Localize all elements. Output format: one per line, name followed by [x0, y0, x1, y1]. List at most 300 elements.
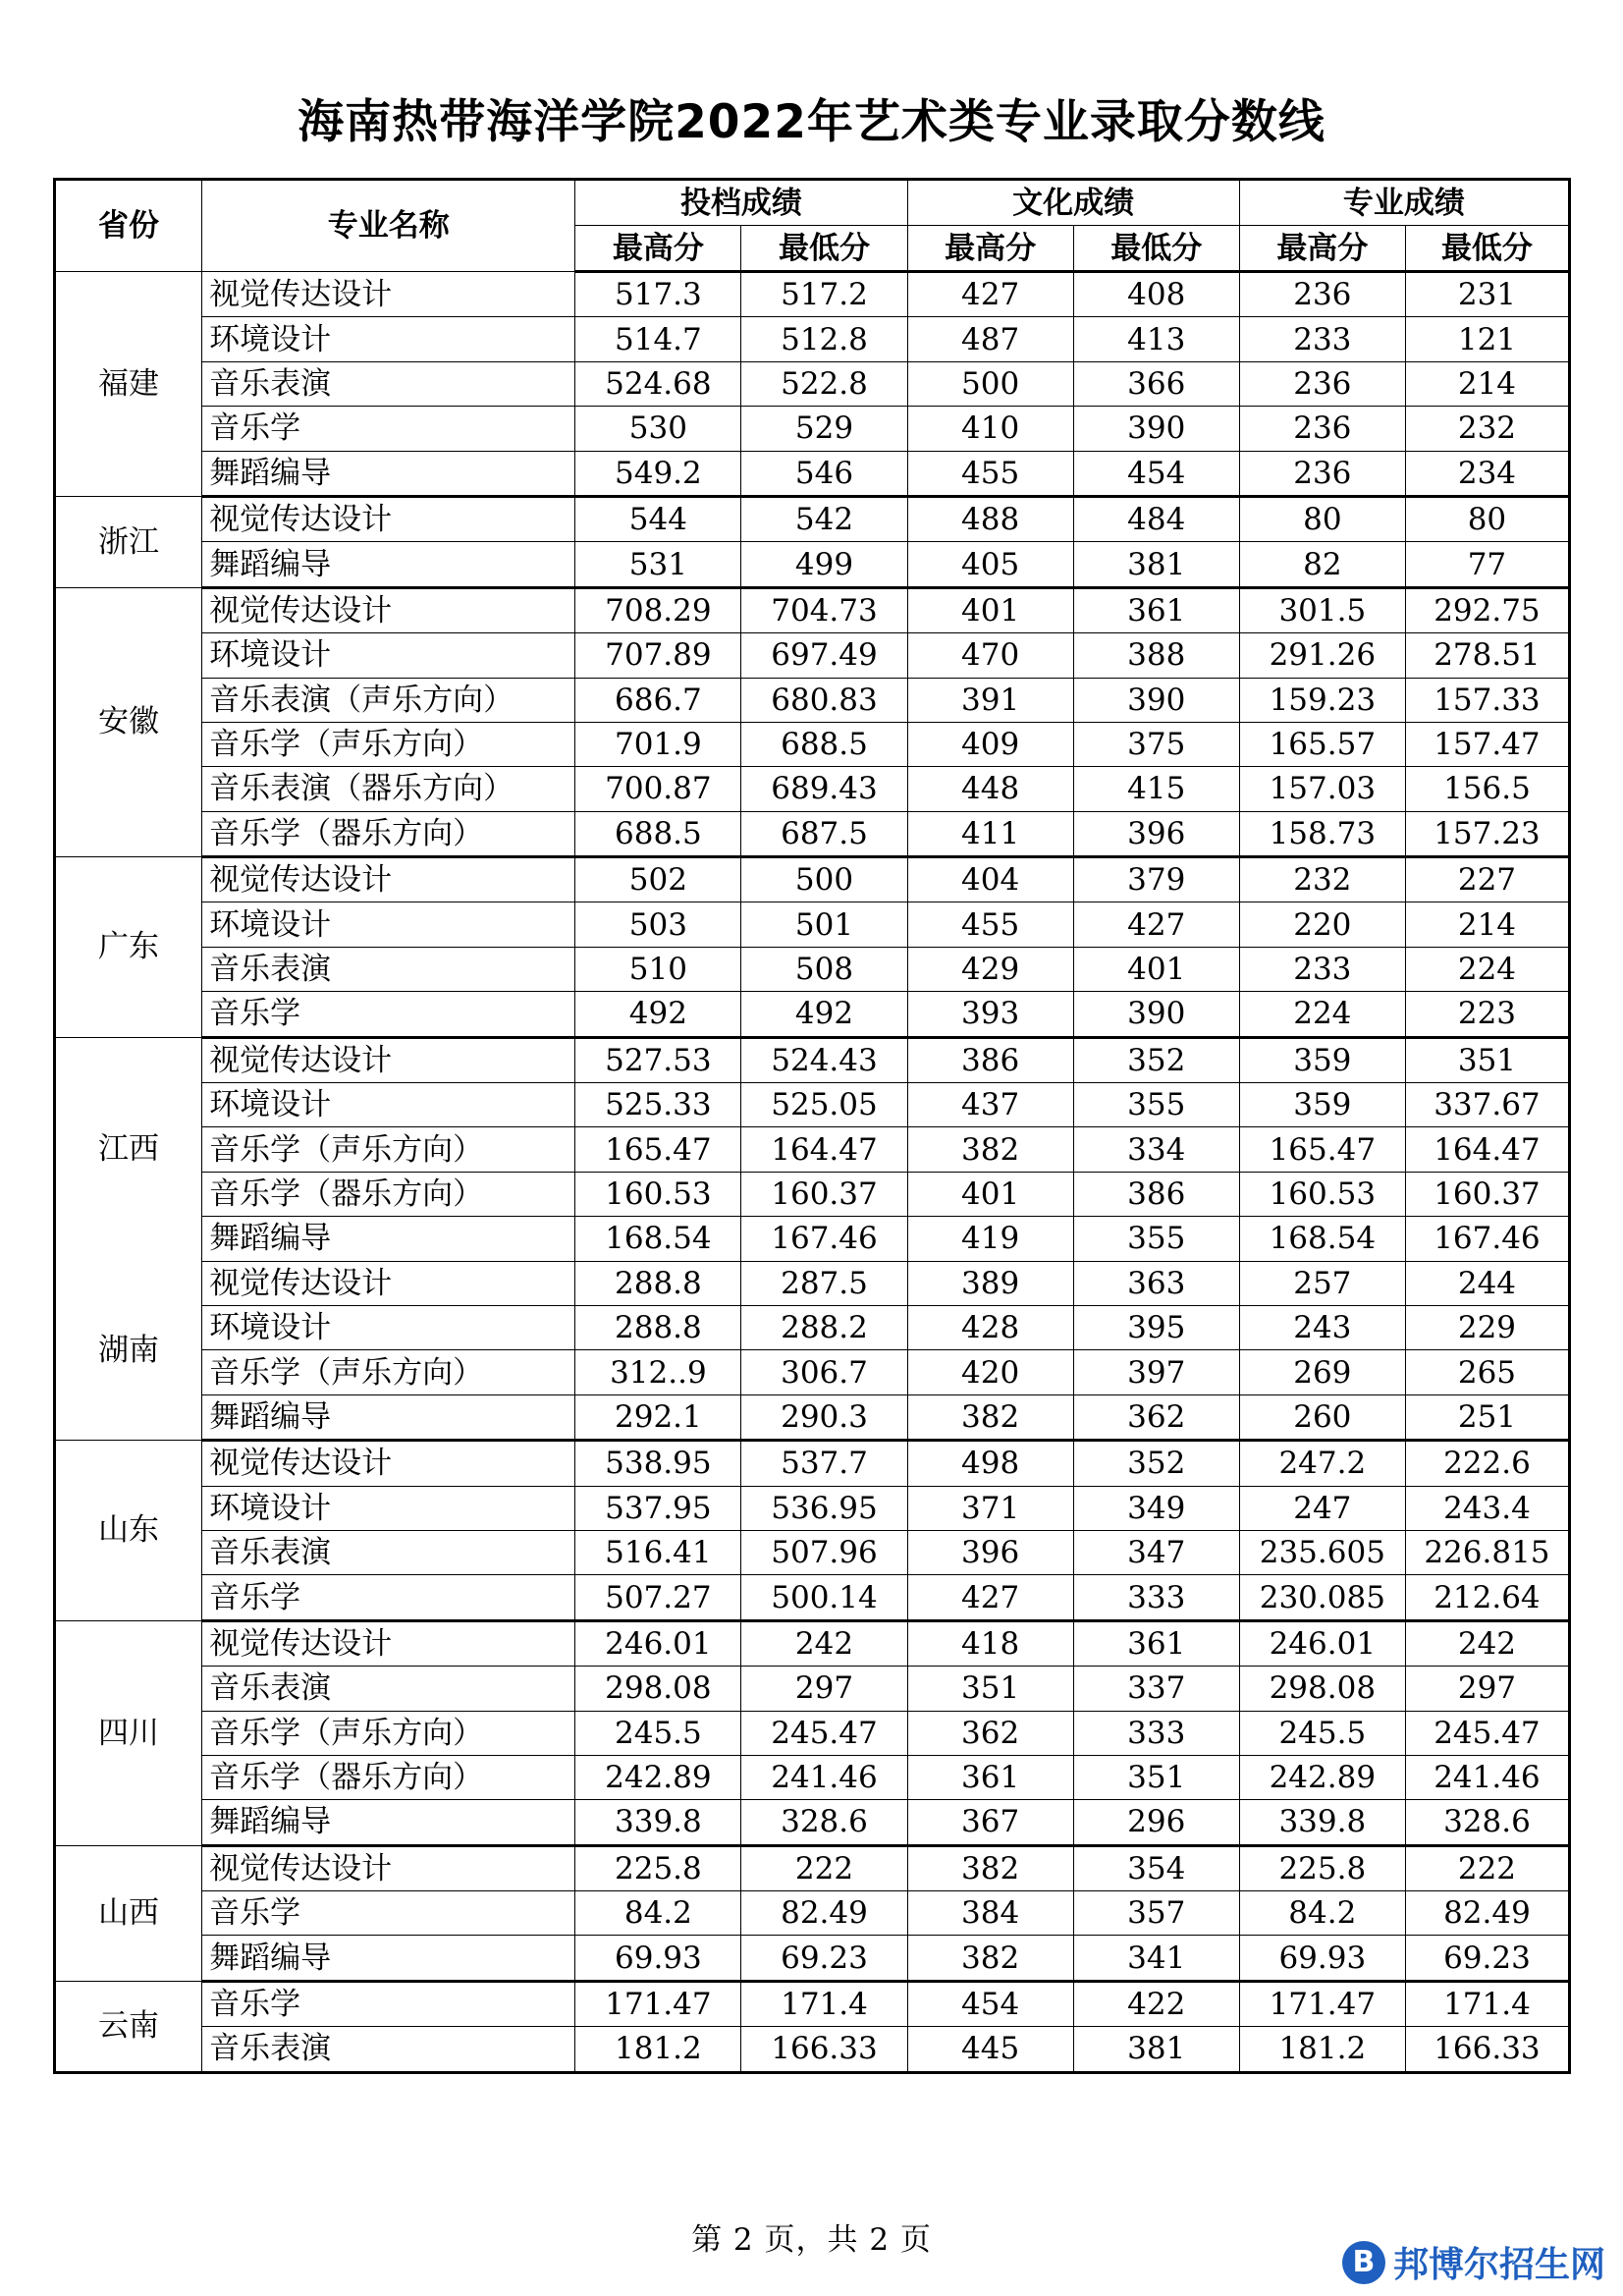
culture-min-cell: 381: [1073, 2027, 1239, 2072]
professional-max-cell: 168.54: [1239, 1217, 1405, 1261]
filing-max-cell: 707.89: [575, 633, 741, 678]
professional-max-cell: 181.2: [1239, 2027, 1405, 2072]
filing-max-cell: 510: [575, 947, 741, 991]
table-row: [55, 407, 1570, 451]
professional-max-cell: 359: [1239, 1083, 1405, 1127]
table-row: [55, 496, 1570, 541]
filing-min-cell: 537.7: [741, 1441, 907, 1486]
table-row: [55, 1486, 1570, 1530]
major-name-cell: 环境设计: [202, 902, 575, 947]
culture-min-cell: 352: [1073, 1441, 1239, 1486]
professional-max-cell: 291.26: [1239, 633, 1405, 678]
filing-max-cell: 686.7: [575, 678, 741, 722]
culture-min-cell: 361: [1073, 587, 1239, 632]
major-name-cell: 视觉传达设计: [202, 1037, 575, 1082]
professional-max-cell: 242.89: [1239, 1755, 1405, 1799]
major-name-cell: 音乐学（声乐方向）: [202, 1350, 575, 1394]
professional-max-cell: 233: [1239, 317, 1405, 361]
filing-min-cell: 687.5: [741, 811, 907, 856]
filing-max-cell: 507.27: [575, 1575, 741, 1620]
culture-min-cell: 427: [1073, 902, 1239, 947]
filing-min-cell: 82.49: [741, 1891, 907, 1936]
professional-max-cell: 225.8: [1239, 1845, 1405, 1890]
culture-max-cell: 500: [907, 361, 1073, 406]
culture-min-cell: 337: [1073, 1667, 1239, 1711]
filing-min-cell: 241.46: [741, 1755, 907, 1799]
major-name-cell: 音乐学: [202, 1981, 575, 2026]
professional-max-cell: 171.47: [1239, 1981, 1405, 2026]
professional-max-cell: 245.5: [1239, 1711, 1405, 1755]
major-name-cell: 视觉传达设计: [202, 857, 575, 902]
professional-max-cell: 233: [1239, 947, 1405, 991]
filing-min-cell: 500.14: [741, 1575, 907, 1620]
filing-max-cell: 181.2: [575, 2027, 741, 2072]
professional-max-cell: 301.5: [1239, 587, 1405, 632]
professional-min-cell: 214: [1405, 902, 1569, 947]
filing-min-cell: 290.3: [741, 1394, 907, 1440]
province-cell: 广东: [55, 857, 202, 1038]
table-row: [55, 587, 1570, 632]
professional-min-cell: 69.23: [1405, 1936, 1569, 1981]
professional-max-cell: 339.8: [1239, 1800, 1405, 1845]
culture-max-cell: 362: [907, 1711, 1073, 1755]
filing-max-cell: 537.95: [575, 1486, 741, 1530]
table-row: [55, 1755, 1570, 1799]
professional-min-cell: 167.46: [1405, 1217, 1569, 1261]
professional-min-cell: 245.47: [1405, 1711, 1569, 1755]
table-row: [55, 811, 1570, 856]
table-row: [55, 633, 1570, 678]
table-row: [55, 1217, 1570, 1261]
culture-min-cell: 341: [1073, 1936, 1239, 1981]
culture-min-cell: 362: [1073, 1394, 1239, 1440]
culture-min-cell: 422: [1073, 1981, 1239, 2026]
major-name-cell: 音乐学: [202, 1891, 575, 1936]
professional-min-cell: 222: [1405, 1845, 1569, 1890]
major-name-cell: 视觉传达设计: [202, 1261, 575, 1305]
professional-min-cell: 157.23: [1405, 811, 1569, 856]
professional-max-cell: 158.73: [1239, 811, 1405, 856]
table-row: [55, 1394, 1570, 1440]
filing-min-cell: 69.23: [741, 1936, 907, 1981]
professional-min-cell: 164.47: [1405, 1127, 1569, 1172]
province-cell: 福建: [55, 272, 202, 497]
culture-min-cell: 333: [1073, 1575, 1239, 1620]
filing-max-cell: 69.93: [575, 1936, 741, 1981]
professional-min-cell: 227: [1405, 857, 1569, 902]
filing-min-cell: 501: [741, 902, 907, 947]
culture-max-cell: 393: [907, 992, 1073, 1037]
filing-max-cell: 527.53: [575, 1037, 741, 1082]
table-row: [55, 1667, 1570, 1711]
filing-max-cell: 84.2: [575, 1891, 741, 1936]
culture-max-cell: 386: [907, 1037, 1073, 1082]
filing-max-cell: 225.8: [575, 1845, 741, 1890]
professional-max-cell: 243: [1239, 1305, 1405, 1349]
filing-max-cell: 492: [575, 992, 741, 1037]
filing-min-cell: 166.33: [741, 2027, 907, 2072]
header-group-professional: 专业成绩: [1239, 180, 1569, 226]
culture-max-cell: 389: [907, 1261, 1073, 1305]
culture-max-cell: 470: [907, 633, 1073, 678]
professional-min-cell: 243.4: [1405, 1486, 1569, 1530]
major-name-cell: 音乐表演: [202, 947, 575, 991]
filing-max-cell: 246.01: [575, 1620, 741, 1666]
filing-max-cell: 708.29: [575, 587, 741, 632]
table-row: [55, 947, 1570, 991]
culture-min-cell: 415: [1073, 767, 1239, 811]
header-group-filing: 投档成绩: [575, 180, 907, 226]
culture-max-cell: 405: [907, 542, 1073, 587]
culture-max-cell: 487: [907, 317, 1073, 361]
table-row: [55, 722, 1570, 766]
culture-min-cell: 352: [1073, 1037, 1239, 1082]
filing-max-cell: 298.08: [575, 1667, 741, 1711]
culture-min-cell: 386: [1073, 1172, 1239, 1216]
professional-min-cell: 82.49: [1405, 1891, 1569, 1936]
major-name-cell: 视觉传达设计: [202, 496, 575, 541]
table-row: [55, 1845, 1570, 1890]
filing-min-cell: 328.6: [741, 1800, 907, 1845]
filing-min-cell: 167.46: [741, 1217, 907, 1261]
header-min: 最低分: [1073, 226, 1239, 272]
professional-max-cell: 257: [1239, 1261, 1405, 1305]
major-name-cell: 舞蹈编导: [202, 1936, 575, 1981]
province-cell: 山西: [55, 1845, 202, 1981]
professional-max-cell: 235.605: [1239, 1530, 1405, 1574]
major-name-cell: 环境设计: [202, 1083, 575, 1127]
culture-max-cell: 420: [907, 1350, 1073, 1394]
table-row: [55, 767, 1570, 811]
culture-min-cell: 354: [1073, 1845, 1239, 1890]
culture-max-cell: 401: [907, 1172, 1073, 1216]
major-name-cell: 音乐表演: [202, 1530, 575, 1574]
header-max: 最高分: [907, 226, 1073, 272]
major-name-cell: 视觉传达设计: [202, 587, 575, 632]
culture-max-cell: 404: [907, 857, 1073, 902]
professional-min-cell: 234: [1405, 451, 1569, 496]
culture-max-cell: 382: [907, 1394, 1073, 1440]
table-row: [55, 1530, 1570, 1574]
professional-min-cell: 157.33: [1405, 678, 1569, 722]
professional-min-cell: 242: [1405, 1620, 1569, 1666]
filing-max-cell: 242.89: [575, 1755, 741, 1799]
professional-min-cell: 226.815: [1405, 1530, 1569, 1574]
professional-max-cell: 157.03: [1239, 767, 1405, 811]
professional-min-cell: 297: [1405, 1667, 1569, 1711]
filing-min-cell: 171.4: [741, 1981, 907, 2026]
professional-min-cell: 251: [1405, 1394, 1569, 1440]
professional-min-cell: 337.67: [1405, 1083, 1569, 1127]
header-province: 省份: [55, 180, 202, 272]
header-group-culture: 文化成绩: [907, 180, 1239, 226]
professional-max-cell: 230.085: [1239, 1575, 1405, 1620]
province-cell: 云南: [55, 1981, 202, 2072]
watermark-logo-icon: B: [1342, 2241, 1385, 2284]
major-name-cell: 音乐学（器乐方向）: [202, 1172, 575, 1216]
culture-max-cell: 427: [907, 272, 1073, 317]
culture-max-cell: 409: [907, 722, 1073, 766]
culture-max-cell: 382: [907, 1936, 1073, 1981]
professional-max-cell: 220: [1239, 902, 1405, 947]
professional-max-cell: 247.2: [1239, 1441, 1405, 1486]
major-name-cell: 视觉传达设计: [202, 272, 575, 317]
major-name-cell: 音乐学: [202, 992, 575, 1037]
culture-max-cell: 411: [907, 811, 1073, 856]
filing-min-cell: 287.5: [741, 1261, 907, 1305]
culture-min-cell: 351: [1073, 1755, 1239, 1799]
culture-min-cell: 396: [1073, 811, 1239, 856]
culture-max-cell: 455: [907, 451, 1073, 496]
filing-min-cell: 688.5: [741, 722, 907, 766]
professional-min-cell: 156.5: [1405, 767, 1569, 811]
major-name-cell: 环境设计: [202, 1305, 575, 1349]
professional-min-cell: 232: [1405, 407, 1569, 451]
major-name-cell: 舞蹈编导: [202, 1394, 575, 1440]
admission-score-table: [53, 178, 1571, 2074]
professional-max-cell: 246.01: [1239, 1620, 1405, 1666]
filing-max-cell: 292.1: [575, 1394, 741, 1440]
site-watermark: [1342, 2237, 1605, 2287]
major-name-cell: 舞蹈编导: [202, 1217, 575, 1261]
header-max: 最高分: [1239, 226, 1405, 272]
culture-max-cell: 401: [907, 587, 1073, 632]
watermark-text: 邦博尔招生网: [1392, 2245, 1605, 2285]
culture-min-cell: 349: [1073, 1486, 1239, 1530]
filing-max-cell: 168.54: [575, 1217, 741, 1261]
table-row: [55, 1891, 1570, 1936]
filing-max-cell: 514.7: [575, 317, 741, 361]
table-row: [55, 1083, 1570, 1127]
culture-max-cell: 382: [907, 1845, 1073, 1890]
culture-min-cell: 375: [1073, 722, 1239, 766]
professional-max-cell: 165.57: [1239, 722, 1405, 766]
professional-max-cell: 159.23: [1239, 678, 1405, 722]
culture-max-cell: 428: [907, 1305, 1073, 1349]
filing-min-cell: 529: [741, 407, 907, 451]
professional-max-cell: 298.08: [1239, 1667, 1405, 1711]
filing-min-cell: 542: [741, 496, 907, 541]
culture-min-cell: 401: [1073, 947, 1239, 991]
filing-max-cell: 288.8: [575, 1261, 741, 1305]
culture-max-cell: 410: [907, 407, 1073, 451]
filing-min-cell: 507.96: [741, 1530, 907, 1574]
professional-min-cell: 241.46: [1405, 1755, 1569, 1799]
filing-max-cell: 538.95: [575, 1441, 741, 1486]
major-name-cell: 音乐学（声乐方向）: [202, 1711, 575, 1755]
table-row: [55, 857, 1570, 902]
culture-min-cell: 361: [1073, 1620, 1239, 1666]
professional-max-cell: 269: [1239, 1350, 1405, 1394]
professional-max-cell: 260: [1239, 1394, 1405, 1440]
culture-min-cell: 379: [1073, 857, 1239, 902]
culture-min-cell: 390: [1073, 407, 1239, 451]
table-row: [55, 1037, 1570, 1082]
filing-min-cell: 525.05: [741, 1083, 907, 1127]
culture-max-cell: 429: [907, 947, 1073, 991]
filing-max-cell: 245.5: [575, 1711, 741, 1755]
province-cell: 山东: [55, 1441, 202, 1621]
major-name-cell: 环境设计: [202, 633, 575, 678]
culture-max-cell: 351: [907, 1667, 1073, 1711]
professional-max-cell: 69.93: [1239, 1936, 1405, 1981]
table-row: [55, 1936, 1570, 1981]
province-cell: 安徽: [55, 587, 202, 856]
filing-max-cell: 312..9: [575, 1350, 741, 1394]
filing-max-cell: 688.5: [575, 811, 741, 856]
culture-max-cell: 384: [907, 1891, 1073, 1936]
filing-min-cell: 164.47: [741, 1127, 907, 1172]
filing-min-cell: 680.83: [741, 678, 907, 722]
table-row: [55, 451, 1570, 496]
filing-min-cell: 288.2: [741, 1305, 907, 1349]
filing-min-cell: 306.7: [741, 1350, 907, 1394]
filing-max-cell: 516.41: [575, 1530, 741, 1574]
page-title: 海南热带海洋学院2022年艺术类专业录取分数线: [298, 95, 1325, 149]
culture-max-cell: 437: [907, 1083, 1073, 1127]
table-row: [55, 1261, 1570, 1305]
professional-min-cell: 224: [1405, 947, 1569, 991]
table-row: [55, 542, 1570, 587]
culture-max-cell: 427: [907, 1575, 1073, 1620]
filing-max-cell: 517.3: [575, 272, 741, 317]
table-row: [55, 361, 1570, 406]
culture-min-cell: 484: [1073, 496, 1239, 541]
major-name-cell: 舞蹈编导: [202, 542, 575, 587]
professional-min-cell: 166.33: [1405, 2027, 1569, 2072]
culture-min-cell: 390: [1073, 678, 1239, 722]
table-row: [55, 902, 1570, 947]
filing-min-cell: 512.8: [741, 317, 907, 361]
culture-max-cell: 418: [907, 1620, 1073, 1666]
professional-max-cell: 84.2: [1239, 1891, 1405, 1936]
filing-min-cell: 222: [741, 1845, 907, 1890]
culture-max-cell: 419: [907, 1217, 1073, 1261]
filing-max-cell: 339.8: [575, 1800, 741, 1845]
filing-max-cell: 503: [575, 902, 741, 947]
province-cell: 湖南: [55, 1261, 202, 1441]
major-name-cell: 音乐表演: [202, 1667, 575, 1711]
province-cell: 浙江: [55, 496, 202, 587]
culture-min-cell: 363: [1073, 1261, 1239, 1305]
table-row: [55, 1127, 1570, 1172]
professional-max-cell: 160.53: [1239, 1172, 1405, 1216]
filing-min-cell: 245.47: [741, 1711, 907, 1755]
filing-min-cell: 500: [741, 857, 907, 902]
professional-max-cell: 236: [1239, 361, 1405, 406]
header-min: 最低分: [1405, 226, 1569, 272]
professional-min-cell: 222.6: [1405, 1441, 1569, 1486]
professional-max-cell: 236: [1239, 407, 1405, 451]
professional-min-cell: 231: [1405, 272, 1569, 317]
culture-min-cell: 355: [1073, 1083, 1239, 1127]
filing-max-cell: 288.8: [575, 1305, 741, 1349]
filing-max-cell: 525.33: [575, 1083, 741, 1127]
filing-min-cell: 508: [741, 947, 907, 991]
filing-min-cell: 697.49: [741, 633, 907, 678]
filing-min-cell: 492: [741, 992, 907, 1037]
professional-min-cell: 229: [1405, 1305, 1569, 1349]
major-name-cell: 视觉传达设计: [202, 1845, 575, 1890]
culture-max-cell: 391: [907, 678, 1073, 722]
culture-max-cell: 445: [907, 2027, 1073, 2072]
filing-min-cell: 546: [741, 451, 907, 496]
professional-max-cell: 247: [1239, 1486, 1405, 1530]
header-min: 最低分: [741, 226, 907, 272]
professional-max-cell: 236: [1239, 272, 1405, 317]
culture-max-cell: 382: [907, 1127, 1073, 1172]
professional-min-cell: 171.4: [1405, 1981, 1569, 2026]
filing-max-cell: 524.68: [575, 361, 741, 406]
culture-min-cell: 408: [1073, 272, 1239, 317]
table-row: [55, 678, 1570, 722]
professional-min-cell: 265: [1405, 1350, 1569, 1394]
major-name-cell: 音乐学（器乐方向）: [202, 1755, 575, 1799]
table-row: [55, 2027, 1570, 2072]
filing-min-cell: 297: [741, 1667, 907, 1711]
professional-min-cell: 77: [1405, 542, 1569, 587]
major-name-cell: 视觉传达设计: [202, 1441, 575, 1486]
filing-max-cell: 700.87: [575, 767, 741, 811]
culture-min-cell: 395: [1073, 1305, 1239, 1349]
professional-max-cell: 359: [1239, 1037, 1405, 1082]
culture-min-cell: 388: [1073, 633, 1239, 678]
culture-min-cell: 296: [1073, 1800, 1239, 1845]
culture-max-cell: 488: [907, 496, 1073, 541]
major-name-cell: 音乐表演: [202, 361, 575, 406]
table-row: [55, 1305, 1570, 1349]
filing-max-cell: 531: [575, 542, 741, 587]
province-cell: 江西: [55, 1037, 202, 1261]
table-row: [55, 1575, 1570, 1620]
major-name-cell: 音乐学: [202, 407, 575, 451]
filing-min-cell: 160.37: [741, 1172, 907, 1216]
table-row: [55, 1981, 1570, 2026]
culture-min-cell: 413: [1073, 317, 1239, 361]
professional-min-cell: 244: [1405, 1261, 1569, 1305]
professional-min-cell: 223: [1405, 992, 1569, 1037]
major-name-cell: 音乐学（声乐方向）: [202, 1127, 575, 1172]
culture-max-cell: 367: [907, 1800, 1073, 1845]
major-name-cell: 音乐学（声乐方向）: [202, 722, 575, 766]
page-footer: 第 2 页，共 2 页: [691, 2222, 932, 2258]
province-cell: 四川: [55, 1620, 202, 1845]
table-row: [55, 317, 1570, 361]
professional-max-cell: 165.47: [1239, 1127, 1405, 1172]
culture-max-cell: 396: [907, 1530, 1073, 1574]
table-row: [55, 1800, 1570, 1845]
table-row: [55, 1711, 1570, 1755]
header-max: 最高分: [575, 226, 741, 272]
filing-max-cell: 165.47: [575, 1127, 741, 1172]
culture-min-cell: 355: [1073, 1217, 1239, 1261]
filing-max-cell: 160.53: [575, 1172, 741, 1216]
professional-max-cell: 224: [1239, 992, 1405, 1037]
filing-max-cell: 171.47: [575, 1981, 741, 2026]
professional-min-cell: 121: [1405, 317, 1569, 361]
culture-max-cell: 498: [907, 1441, 1073, 1486]
culture-min-cell: 381: [1073, 542, 1239, 587]
major-name-cell: 舞蹈编导: [202, 1800, 575, 1845]
professional-min-cell: 157.47: [1405, 722, 1569, 766]
header-major: 专业名称: [202, 180, 575, 272]
filing-max-cell: 549.2: [575, 451, 741, 496]
filing-min-cell: 499: [741, 542, 907, 587]
major-name-cell: 音乐表演: [202, 2027, 575, 2072]
major-name-cell: 音乐学（器乐方向）: [202, 811, 575, 856]
filing-max-cell: 530: [575, 407, 741, 451]
professional-min-cell: 212.64: [1405, 1575, 1569, 1620]
